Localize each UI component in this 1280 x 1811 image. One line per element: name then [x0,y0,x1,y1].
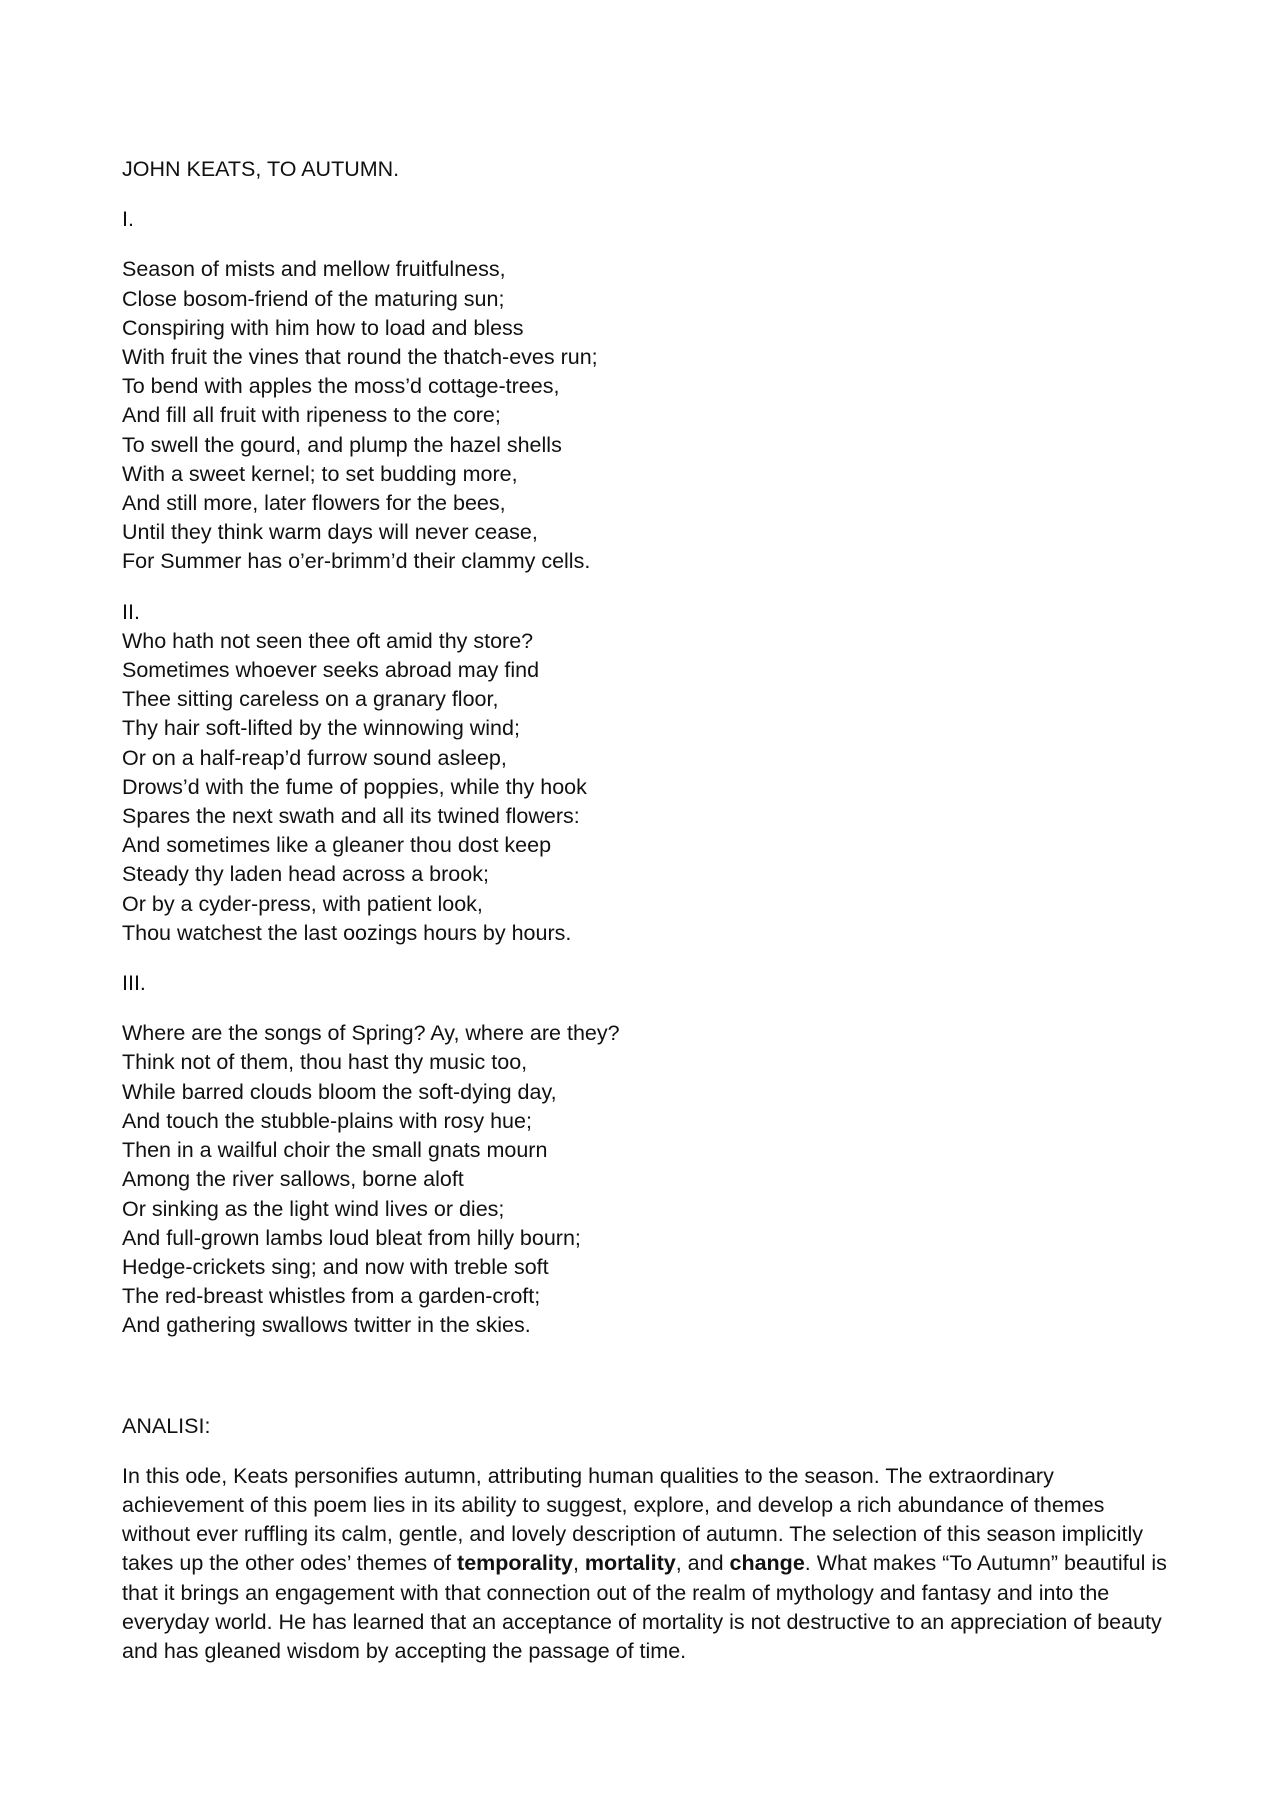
poem-line: And still more, later flowers for the bees, [122,491,506,516]
poem-line: Spares the next swath and all its twined flowers: [122,804,580,829]
stanza-numeral-2: II. [122,599,140,624]
poem-title: JOHN KEATS, TO AUTUMN. [122,157,400,181]
poem-line: Steady thy laden head across a brook; [122,862,489,887]
poem-line: And gathering swallows twitter in the skies. [122,1313,531,1338]
poem-line: Thee sitting careless on a granary floor, [122,687,499,712]
stanza-numeral-1: I. [122,207,134,232]
poem-line: Or by a cyder-press, with patient look, [122,891,483,916]
poem-line: And fill all fruit with ripeness to the core; [122,403,501,428]
poem-line: Drows’d with the fume of poppies, while thy hook [122,774,587,799]
poem-line: Conspiring with him how to load and bless [122,315,524,340]
poem-line: Season of mists and mellow fruitfulness, [122,257,506,282]
poem-line: Among the river sallows, borne aloft [122,1167,464,1192]
poem-line: To bend with apples the moss’d cottage-trees, [122,374,560,399]
poem-line: While barred clouds bloom the soft-dying day, [122,1079,557,1104]
poem-line: Who hath not seen thee oft amid thy store? [122,628,534,653]
stanza-2 [122,627,1172,948]
analysis-separator: , and [675,1551,730,1576]
keyword-mortality: mortality [584,1551,676,1576]
poem-line: Sometimes whoever seeks abroad may find [122,658,540,683]
analysis-text: In this ode, Keats personifies autumn, attributing human qualities to the season. The extraordinary achievement of this poem lies in its ability to suggest, explore, and develop a rich abundance of themes without ever ruffling its calm, gentle, and lovely description of autumn. The selection of this season implicitly takes up the other odes’ themes of [122,1463,1143,1576]
poem-line: Thou watchest the last oozings hours by hours. [122,920,572,945]
poem-line: Where are the songs of Spring? Ay, where are they? [122,1021,620,1046]
poem-line: And touch the stubble-plains with rosy hue; [122,1108,532,1133]
analysis-text: . What makes “To Autumn” beautiful is that it brings an engagement with that connection out of the realm of mythology and fantasy and into the everyday world. He has learned that an acceptance of mortality is not destructive to an appreciation of beauty and has gleaned wisdom by accepting the passage of time. [122,1551,1167,1663]
analysis-heading: ANALISI: [122,1413,211,1438]
poem-line: With a sweet kernel; to set budding more, [122,461,518,486]
keyword-change: change [729,1551,805,1576]
stanza-1 [122,255,1172,576]
keyword-temporality: temporality [457,1551,573,1576]
poem-line: Hedge-crickets sing; and now with treble soft [122,1254,549,1279]
poem-line: And full-grown lambs loud bleat from hilly bourn; [122,1225,581,1250]
poem-line: Until they think warm days will never cease, [122,520,538,545]
poem-line: To swell the gourd, and plump the hazel shells [122,432,562,457]
poem-line: Or on a half-reap’d furrow sound asleep, [122,745,507,770]
analysis-paragraph [122,1462,1172,1666]
analysis-separator: , [572,1551,585,1576]
document-body [122,155,1172,1666]
poem-line: Then in a wailful choir the small gnats mourn [122,1138,548,1163]
poem-line: Close bosom-friend of the maturing sun; [122,286,505,311]
poem-line: Thy hair soft-lifted by the winnowing wind; [122,716,520,741]
poem-line: Or sinking as the light wind lives or dies; [122,1196,505,1221]
poem-line: With fruit the vines that round the thatch-eves run; [122,345,598,370]
poem-line: For Summer has o’er-brimm’d their clammy cells. [122,549,591,574]
stanza-3 [122,1019,1172,1340]
stanza-numeral-3: III. [122,971,146,996]
poem-line: The red-breast whistles from a garden-croft; [122,1284,541,1309]
poem-line: Think not of them, thou hast thy music too, [122,1050,528,1075]
poem-line: And sometimes like a gleaner thou dost keep [122,833,552,858]
